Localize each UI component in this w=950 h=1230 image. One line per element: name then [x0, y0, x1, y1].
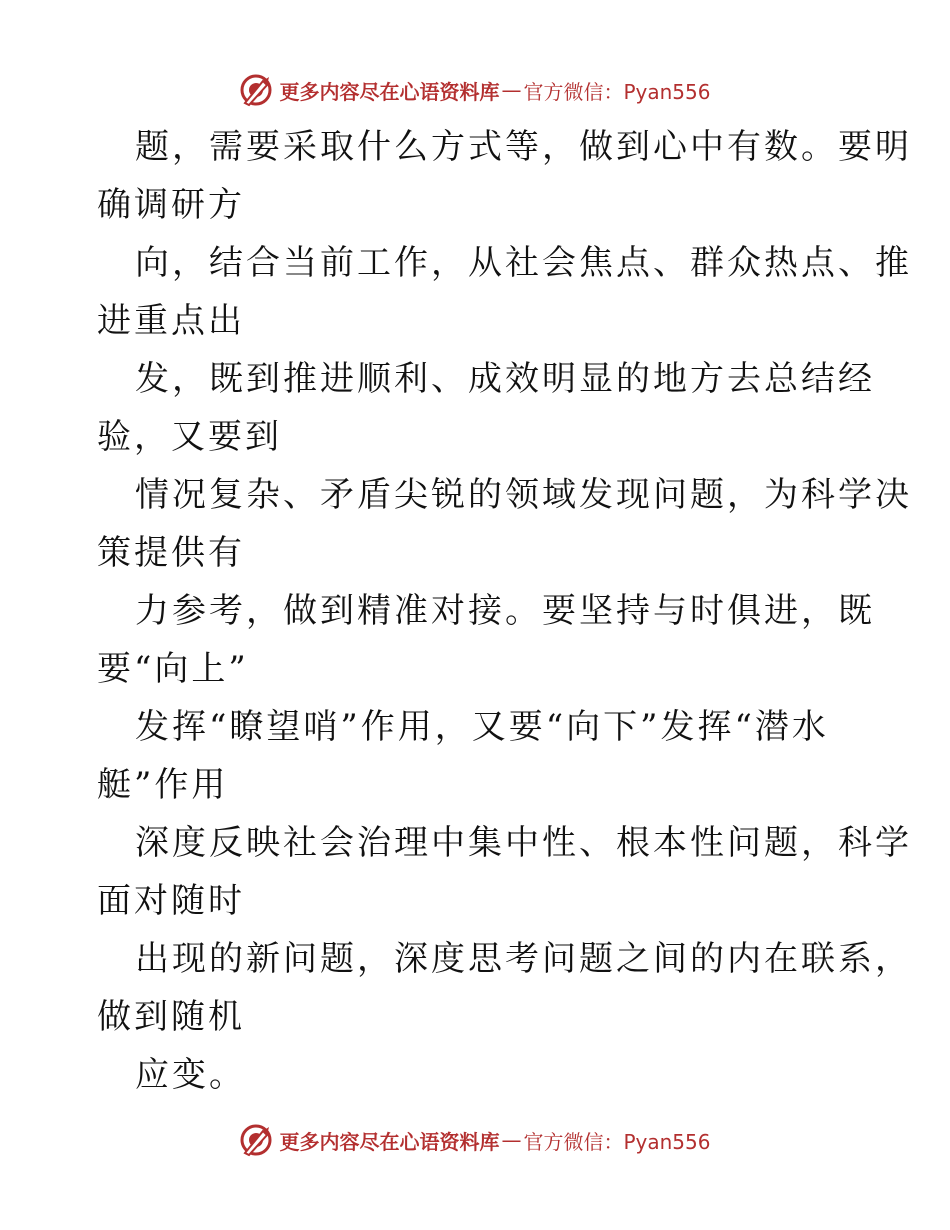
banner-label: 更多内容尽在心语资料库	[279, 79, 500, 104]
banner-separator: —	[501, 78, 522, 102]
line-wrap: 策提供有	[97, 533, 245, 573]
banner-wechat: 官方微信：Pyan556	[523, 79, 711, 104]
line-indent: 情况复杂、矛盾尖锐的领域发现问题，为科学决	[135, 475, 912, 515]
line-wrap: 进重点出	[97, 301, 245, 341]
paragraph-line	[97, 582, 875, 698]
line-wrap: 要“向上”	[97, 649, 249, 689]
banner-label: 更多内容尽在心语资料库	[279, 1129, 500, 1154]
paragraph-line	[97, 814, 912, 930]
footer-banner	[0, 1120, 950, 1160]
paragraph-line	[97, 1046, 857, 1104]
line-indent: 题，需要采取什么方式等，做到心中有数。要明	[135, 127, 912, 167]
paragraph-line	[97, 118, 912, 234]
line-wrap: 确调研方	[97, 185, 245, 225]
line-indent: 深度反映社会治理中集中性、根本性问题，科学	[135, 823, 912, 863]
line-wrap: 做到随机	[97, 997, 245, 1037]
line-indent: 出现的新问题，深度思考问题之间的内在联系，	[135, 939, 912, 979]
paragraph-line	[97, 930, 912, 1046]
document-body	[97, 118, 912, 1104]
line-indent: 向，结合当前工作，从社会焦点、群众热点、推	[135, 243, 912, 283]
paragraph-line	[97, 350, 875, 466]
paragraph-line	[97, 234, 912, 350]
line-indent: 力参考，做到精准对接。要坚持与时俱进，既	[135, 591, 875, 631]
line-wrap: 面对随时	[97, 881, 245, 921]
pen-logo-icon	[239, 1123, 273, 1157]
line-indent: 发挥“瞭望哨”作用，又要“向下”发挥“潜水	[135, 707, 829, 747]
header-banner	[0, 70, 950, 110]
banner-separator: —	[501, 1128, 522, 1152]
pen-logo-icon	[239, 73, 273, 107]
banner-wechat: 官方微信：Pyan556	[523, 1129, 711, 1154]
line-indent: 发，既到推进顺利、成效明显的地方去总结经	[135, 359, 875, 399]
paragraph-line	[97, 466, 912, 582]
line-wrap: 验，又要到	[97, 417, 282, 457]
line-indent: 应变。	[135, 1055, 246, 1095]
paragraph-line	[97, 698, 857, 814]
line-wrap: 艇”作用	[97, 765, 229, 805]
